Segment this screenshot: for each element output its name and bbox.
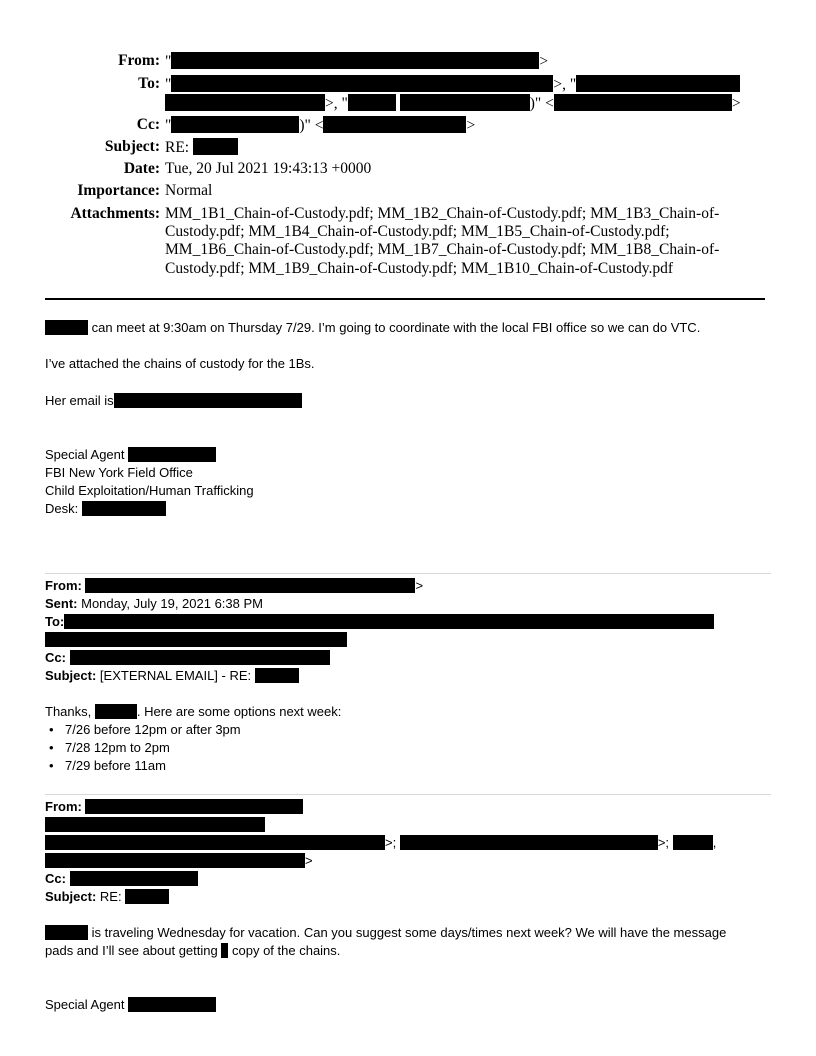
redaction-bar xyxy=(348,94,396,111)
from-value: " > xyxy=(165,53,549,70)
redaction-bar xyxy=(171,116,299,133)
to-value-line2: >, " )" < > xyxy=(165,94,741,113)
message2-subject: Subject: [EXTERNAL EMAIL] - RE: xyxy=(45,667,714,685)
list-item: • 7/28 12pm to 2pm xyxy=(45,739,341,757)
redaction-bar xyxy=(64,614,714,629)
redaction-bar xyxy=(45,320,88,335)
redaction-bar xyxy=(171,75,553,92)
message2-to: To: xyxy=(45,613,714,631)
list-item: • 7/26 before 12pm or after 3pm xyxy=(45,721,341,739)
from-label: From: xyxy=(118,52,160,69)
redaction-bar xyxy=(45,632,347,647)
redaction-bar xyxy=(45,817,265,832)
redaction-bar xyxy=(125,889,169,904)
redaction-bar xyxy=(221,943,228,958)
options-list xyxy=(45,721,341,775)
redaction-bar xyxy=(323,116,466,133)
attachments-value: MM_1B1_Chain-of-Custody.pdf; MM_1B2_Chain-of-Custody.pdf; MM_1B3_Chain-of-Custody.pdf; MM_1B4_Chain-of-Custody.pdf; MM_1B5_Chain-of-Custody.pdf; MM_1B6_Chain-of-Custody.pdf; MM_1B7_Chain-of-Custody.pdf; MM_1B8_Chain-of-Custody.pdf; MM_1B9_Chain-of-Custody.pdf; MM_1B10_Chain-of-Custody.pdf xyxy=(165,205,720,277)
signature-unit: Child Exploitation/Human Trafficking xyxy=(45,483,254,498)
message1-line2: I’ve attached the chains of custody for the 1Bs. xyxy=(45,356,315,371)
date-label: Date: xyxy=(123,160,160,177)
message1-line3: Her email is xyxy=(45,392,302,410)
redaction-bar xyxy=(45,925,88,940)
redaction-bar xyxy=(400,94,530,111)
to-value: " >, " xyxy=(165,75,740,94)
redaction-bar xyxy=(193,138,238,155)
header-divider xyxy=(45,298,765,300)
redaction-bar xyxy=(45,853,305,868)
message2-thanks: Thanks, . Here are some options next week: xyxy=(45,704,342,719)
date-value: Tue, 20 Jul 2021 19:43:13 +0000 xyxy=(165,160,372,177)
message3-body-line2: pads and I’ll see about getting copy of the chains. xyxy=(45,943,341,958)
signature-office: FBI New York Field Office xyxy=(45,465,193,480)
message3-subject: Subject: RE: xyxy=(45,888,716,906)
subject-label: Subject: xyxy=(104,138,160,155)
redaction-bar xyxy=(255,668,299,683)
redaction-bar xyxy=(400,835,658,850)
signature-block xyxy=(45,446,254,518)
signature-name: Special Agent xyxy=(45,446,254,464)
message2-body xyxy=(45,703,341,775)
message3-body xyxy=(45,924,726,960)
redaction-bar xyxy=(128,997,216,1012)
message-divider xyxy=(45,573,771,574)
message3-from: From: xyxy=(45,798,716,816)
message3-header xyxy=(45,798,716,906)
redaction-bar xyxy=(45,835,385,850)
message2-to-line2 xyxy=(45,631,714,649)
redaction-bar xyxy=(85,578,415,593)
redaction-bar xyxy=(114,393,302,408)
cc-label: Cc: xyxy=(136,116,160,133)
message3-to: >; >; , xyxy=(45,834,716,852)
redaction-bar xyxy=(70,650,330,665)
message2-header xyxy=(45,577,714,685)
message3-from-line2 xyxy=(45,816,716,834)
redaction-bar xyxy=(554,94,732,111)
cc-value: " )" < > xyxy=(165,117,476,134)
message3-signature: Special Agent xyxy=(45,996,216,1014)
redaction-bar xyxy=(85,799,303,814)
redaction-bar xyxy=(673,835,713,850)
subject-value: RE: xyxy=(165,138,238,157)
message3-to-line2: > xyxy=(45,852,716,870)
redaction-bar xyxy=(171,52,539,69)
message-divider xyxy=(45,794,771,795)
importance-label: Importance: xyxy=(77,182,160,199)
redaction-bar xyxy=(70,871,198,886)
message3-body-line1: is traveling Wednesday for vacation. Can you suggest some days/times next week? We will have the message xyxy=(45,924,726,942)
signature-desk: Desk: xyxy=(45,500,254,518)
redaction-bar xyxy=(576,75,740,92)
message2-from: From: > xyxy=(45,578,424,593)
importance-value: Normal xyxy=(165,182,213,199)
redaction-bar xyxy=(128,447,216,462)
to-label: To: xyxy=(138,75,160,92)
message2-sent: Sent: Monday, July 19, 2021 6:38 PM xyxy=(45,596,263,611)
list-item: • 7/29 before 11am xyxy=(45,757,341,775)
message1-line1: can meet at 9:30am on Thursday 7/29. I’m going to coordinate with the local FBI office so we can do VTC. xyxy=(45,319,700,337)
message3-cc: Cc: xyxy=(45,870,716,888)
message2-cc: Cc: xyxy=(45,649,714,667)
redaction-bar xyxy=(95,704,137,719)
redaction-bar xyxy=(165,94,325,111)
attachments-label: Attachments: xyxy=(70,205,160,222)
redaction-bar xyxy=(82,501,166,516)
